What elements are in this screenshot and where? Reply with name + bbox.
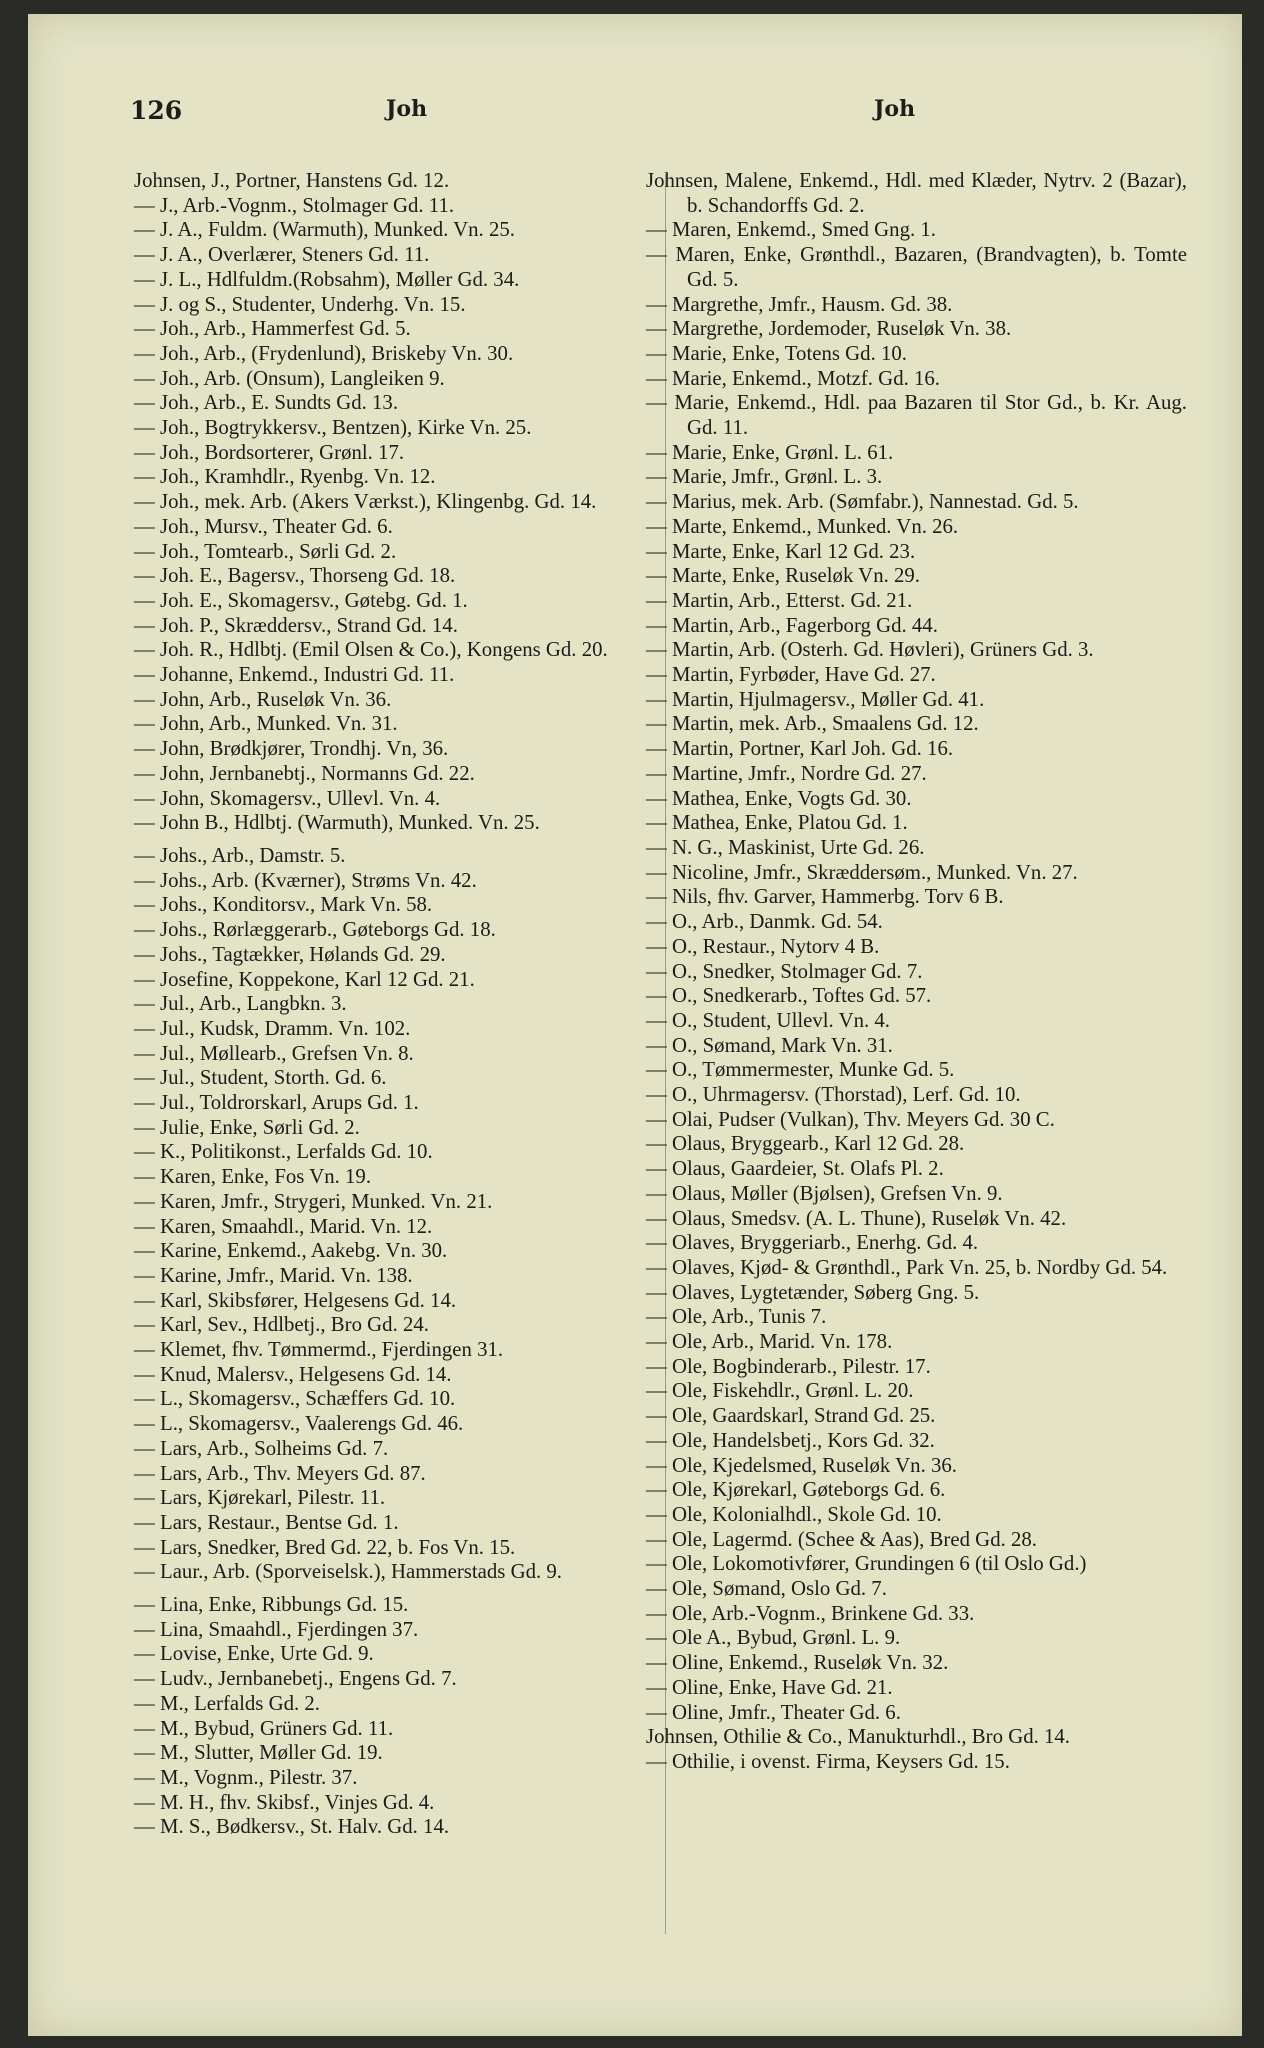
directory-entry: — Johanne, Enkemd., Industri Gd. 11. [134, 663, 455, 687]
directory-entry: — Jul., Møllearb., Grefsen Vn. 8. [134, 1041, 414, 1065]
directory-entry: — Maren, Enkemd., Smed Gng. 1. [646, 218, 936, 242]
directory-entry: — Lars, Arb., Thv. Meyers Gd. 87. [134, 1461, 426, 1485]
directory-entry: — Olaves, Kjød- & Grønthdl., Park Vn. 25, b. Nordby Gd. 54. [646, 1255, 1168, 1279]
directory-entry: — Johs., Konditorsv., Mark Vn. 58. [134, 893, 433, 917]
directory-entry: — Martin, Arb., Etterst. Gd. 21. [646, 588, 913, 612]
directory-entry: — J. A., Fuldm. (Warmuth), Munked. Vn. 25. [134, 218, 515, 242]
directory-entry: — Johs., Rørlæggerarb., Gøteborgs Gd. 18. [134, 918, 496, 942]
directory-entry: — Othilie, i ovenst. Firma, Keysers Gd. 15. [646, 1750, 1010, 1773]
directory-entry: — Martin, Portner, Karl Joh. Gd. 16. [646, 737, 954, 761]
directory-entry: — Ole, Kolonialhdl., Skole Gd. 10. [646, 1502, 942, 1526]
page-header [28, 96, 1242, 130]
directory-entry: — Julie, Enke, Sørli Gd. 2. [134, 1115, 360, 1139]
directory-entry: — Olai, Pudser (Vulkan), Thv. Meyers Gd. 30 C. [646, 1107, 1055, 1131]
directory-entry: — Ole, Fiskehdlr., Grønl. L. 20. [646, 1379, 914, 1403]
directory-entry: — J. A., Overlærer, Steners Gd. 11. [134, 243, 430, 267]
directory-entry: — Joh. R., Hdlbtj. (Emil Olsen & Co.), Kongens Gd. 20. [134, 638, 608, 662]
directory-entry: — Klemet, fhv. Tømmermd., Fjerdingen 31. [134, 1338, 504, 1362]
directory-entry: — Johs., Arb., Damstr. 5. [134, 843, 346, 867]
directory-entry: — Marte, Enke, Ruseløk Vn. 29. [646, 564, 920, 588]
directory-entry: — Marie, Enkemd., Hdl. paa Bazaren til Stor Gd., b. Kr. Aug. Gd. 11. [646, 391, 1187, 440]
directory-entry: — Ole, Kjedelsmed, Ruseløk Vn. 36. [646, 1453, 957, 1477]
directory-entry: — Joh., Arb., E. Sundts Gd. 13. [134, 391, 399, 415]
directory-entry: — Martin, mek. Arb., Smaalens Gd. 12. [646, 712, 979, 736]
directory-entry: — Josefine, Koppekone, Karl 12 Gd. 21. [134, 967, 475, 991]
directory-entry: — M. S., Bødkersv., St. Halv. Gd. 14. [134, 1815, 450, 1839]
directory-entry: — Joh., Mursv., Theater Gd. 6. [134, 514, 393, 538]
directory-entry: — Johs., Tagtækker, Hølands Gd. 29. [134, 942, 446, 966]
directory-entry: — Jul., Toldrorskarl, Arups Gd. 1. [134, 1091, 419, 1115]
directory-entry: — Martin, Arb., Fagerborg Gd. 44. [646, 613, 938, 637]
directory-entry: — Ole, Gaardskarl, Strand Gd. 25. [646, 1404, 936, 1428]
directory-entry: — Ole, Arb., Tunis 7. [646, 1305, 827, 1329]
directory-entry: — Joh. E., Skomagersv., Gøtebg. Gd. 1. [134, 588, 468, 612]
directory-entry: — Karen, Jmfr., Strygeri, Munked. Vn. 21. [134, 1189, 493, 1213]
directory-entry: — J., Arb.-Vognm., Stolmager Gd. 11. [134, 193, 455, 217]
directory-entry: — Joh., Bogtrykkersv., Bentzen), Kirke Vn. 25. [134, 416, 532, 440]
directory-entry: — M., Slutter, Møller Gd. 19. [134, 1741, 383, 1765]
directory-entry: — Ole A., Bybud, Grønl. L. 9. [646, 1626, 901, 1650]
directory-entry: — Marie, Jmfr., Grønl. L. 3. [646, 465, 883, 489]
running-head-left: Joh [386, 96, 428, 122]
directory-entry: Johnsen, Malene, Enkemd., Hdl. med Klæder, Nytrv. 2 (Bazar), b. Schandorffs Gd. 2. [646, 169, 1187, 217]
directory-entry: — John, Arb., Ruseløk Vn. 36. [134, 687, 392, 711]
directory-entry: — Karen, Enke, Fos Vn. 19. [134, 1165, 372, 1189]
directory-entry: — Oline, Enkemd., Ruseløk Vn. 32. [646, 1651, 949, 1675]
directory-entry: — John, Jernbanebtj., Normanns Gd. 22. [134, 761, 475, 785]
directory-entry: — O., Student, Ullevl. Vn. 4. [646, 1008, 890, 1032]
directory-entry: — Ole, Sømand, Oslo Gd. 7. [646, 1577, 887, 1601]
directory-entry: — M., Vognm., Pilestr. 37. [134, 1766, 358, 1789]
directory-entry: — Mathea, Enke, Vogts Gd. 30. [646, 786, 912, 810]
directory-entry: — O., Snedker, Stolmager Gd. 7. [646, 959, 923, 983]
directory-entry: — Martine, Jmfr., Nordre Gd. 27. [646, 761, 927, 785]
directory-entry: — Ole, Kjørekarl, Gøteborgs Gd. 6. [646, 1478, 946, 1502]
directory-entry: — Marius, mek. Arb. (Sømfabr.), Nannestad. Gd. 5. [646, 490, 1079, 514]
directory-entry: — Mathea, Enke, Platou Gd. 1. [646, 811, 908, 835]
directory-entry: — Joh., Tomtearb., Sørli Gd. 2. [134, 539, 397, 563]
directory-entry: — Lina, Enke, Ribbungs Gd. 15. [134, 1593, 409, 1617]
directory-entry: — K., Politikonst., Lerfalds Gd. 10. [134, 1140, 433, 1164]
directory-entry: — Joh. E., Bagersv., Thorseng Gd. 18. [134, 564, 456, 588]
directory-entry: — Lars, Arb., Solheims Gd. 7. [134, 1436, 389, 1460]
directory-entry: — Johs., Arb. (Kværner), Strøms Vn. 42. [134, 868, 477, 892]
directory-entry: — Margrethe, Jordemoder, Ruseløk Vn. 38. [646, 317, 1012, 341]
directory-entry: — Lars, Restaur., Bentse Gd. 1. [134, 1510, 399, 1534]
directory-entry: — John, Arb., Munked. Vn. 31. [134, 712, 398, 736]
directory-entry: — Martin, Arb. (Osterh. Gd. Høvleri), Grüners Gd. 3. [646, 638, 1094, 662]
right-column [646, 169, 1187, 1775]
directory-entry: — Marie, Enke, Grønl. L. 61. [646, 440, 894, 464]
directory-entry: — Jul., Arb., Langbkn. 3. [134, 992, 347, 1016]
directory-entry: — John, Brødkjører, Trondhj. Vn, 36. [134, 737, 449, 761]
directory-entry: — Ole, Arb.-Vognm., Brinkene Gd. 33. [646, 1601, 975, 1625]
directory-entry: — O., Sømand, Mark Vn. 31. [646, 1033, 893, 1057]
directory-entry: — Ole, Lagermd. (Schee & Aas), Bred Gd. 28. [646, 1527, 1037, 1551]
directory-entry: — O., Uhrmagersv. (Thorstad), Lerf. Gd. 10. [646, 1083, 1021, 1107]
directory-entry: — Karine, Enkemd., Aakebg. Vn. 30. [134, 1239, 448, 1263]
directory-entry: — O., Tømmermester, Munke Gd. 5. [646, 1058, 955, 1082]
directory-entry: — Joh., Arb., (Frydenlund), Briskeby Vn. 30. [134, 341, 514, 365]
directory-entry: — Karl, Skibsfører, Helgesens Gd. 14. [134, 1288, 457, 1312]
directory-entry: — M., Lerfalds Gd. 2. [134, 1691, 320, 1715]
directory-entry: — M. H., fhv. Skibsf., Vinjes Gd. 4. [134, 1790, 435, 1814]
directory-entry: — O., Snedkerarb., Toftes Gd. 57. [646, 984, 932, 1008]
directory-entry: — M., Bybud, Grüners Gd. 11. [134, 1716, 394, 1740]
directory-entry: — Maren, Enke, Grønthdl., Bazaren, (Brandvagten), b. Tomte Gd. 5. [646, 243, 1187, 291]
directory-entry: — Lovise, Enke, Urte Gd. 9. [134, 1642, 374, 1666]
directory-entry: — Olaus, Møller (Bjølsen), Grefsen Vn. 9. [646, 1181, 1003, 1205]
directory-entry: — Jul., Kudsk, Dramm. Vn. 102. [134, 1016, 411, 1040]
directory-entry: — Ole, Arb., Marid. Vn. 178. [646, 1330, 893, 1354]
directory-entry: — J. L., Hdlfuldm.(Robsahm), Møller Gd. 34. [134, 267, 520, 291]
directory-entry: — Joh., Bordsorterer, Grønl. 17. [134, 440, 405, 464]
directory-entry: Johnsen, J., Portner, Hanstens Gd. 12. [134, 169, 450, 192]
directory-entry: — Ludv., Jernbanebetj., Engens Gd. 7. [134, 1667, 457, 1691]
directory-entry: — Marie, Enkemd., Motzf. Gd. 16. [646, 366, 940, 390]
directory-entry: — Olaus, Gaardeier, St. Olafs Pl. 2. [646, 1157, 944, 1181]
directory-entry: — Nils, fhv. Garver, Hammerbg. Torv 6 B. [646, 885, 1004, 909]
directory-entry: — Oline, Jmfr., Theater Gd. 6. [646, 1700, 901, 1724]
directory-entry: — Karl, Sev., Hdlbetj., Bro Gd. 24. [134, 1313, 429, 1337]
page-number: 126 [130, 96, 183, 125]
left-column [134, 169, 659, 1840]
directory-entry: — O., Restaur., Nytorv 4 B. [646, 934, 880, 958]
directory-entry: — Marie, Enke, Totens Gd. 10. [646, 341, 907, 365]
directory-entry: — L., Skomagersv., Schæffers Gd. 10. [134, 1387, 456, 1411]
directory-entry: — Ole, Handelsbetj., Kors Gd. 32. [646, 1428, 935, 1452]
directory-entry: — Nicoline, Jmfr., Skræddersøm., Munked. Vn. 27. [646, 860, 1078, 884]
directory-entry: Johnsen, Othilie & Co., Manukturhdl., Bro Gd. 14. [646, 1725, 1071, 1749]
directory-entry: — N. G., Maskinist, Urte Gd. 26. [646, 835, 925, 859]
directory-entry: — Martin, Fyrbøder, Have Gd. 27. [646, 663, 936, 687]
directory-entry: — Joh., Arb., Hammerfest Gd. 5. [134, 317, 411, 341]
directory-entry: — J. og S., Studenter, Underhg. Vn. 15. [134, 292, 466, 316]
directory-entry: — Martin, Hjulmagersv., Møller Gd. 41. [646, 687, 985, 711]
directory-entry: — Lars, Kjørekarl, Pilestr. 11. [134, 1486, 386, 1510]
directory-entry: — Karen, Smaahdl., Marid. Vn. 12. [134, 1214, 433, 1238]
directory-entry: — Margrethe, Jmfr., Hausm. Gd. 38. [646, 292, 953, 316]
running-head-right: Joh [874, 96, 916, 122]
directory-page [28, 14, 1242, 2036]
directory-entry: — Marte, Enkemd., Munked. Vn. 26. [646, 514, 959, 538]
directory-entry: — Joh., mek. Arb. (Akers Værkst.), Klingenbg. Gd. 14. [134, 490, 597, 514]
directory-entry: — Oline, Enke, Have Gd. 21. [646, 1675, 893, 1699]
directory-entry: — Joh., Kramhdlr., Ryenbg. Vn. 12. [134, 465, 436, 489]
directory-entry: — O., Arb., Danmk. Gd. 54. [646, 910, 883, 934]
directory-entry: — John, Skomagersv., Ullevl. Vn. 4. [134, 786, 441, 810]
directory-entry: — Marte, Enke, Karl 12 Gd. 23. [646, 539, 916, 563]
directory-entry: — Karine, Jmfr., Marid. Vn. 138. [134, 1263, 413, 1287]
directory-entry: — Joh., Arb. (Onsum), Langleiken 9. [134, 366, 445, 390]
directory-entry: — Olaves, Lygtetænder, Søberg Gng. 5. [646, 1280, 980, 1304]
directory-entry: — Ole, Bogbinderarb., Pilestr. 17. [646, 1354, 931, 1378]
directory-entry: — Laur., Arb. (Sporveiselsk.), Hammerstads Gd. 9. [134, 1560, 563, 1584]
directory-entry: — Jul., Student, Storth. Gd. 6. [134, 1066, 387, 1090]
directory-entry: — Olaves, Bryggeriarb., Enerhg. Gd. 4. [646, 1231, 979, 1255]
directory-entry: — Knud, Malersv., Helgesens Gd. 14. [134, 1362, 452, 1386]
directory-entry: — John B., Hdlbtj. (Warmuth), Munked. Vn. 25. [134, 811, 540, 835]
directory-entry: — Olaus, Smedsv. (A. L. Thune), Ruseløk Vn. 42. [646, 1206, 1067, 1230]
directory-entry: — Lars, Snedker, Bred Gd. 22, b. Fos Vn. 15. [134, 1535, 516, 1559]
directory-entry: — Ole, Lokomotivfører, Grundingen 6 (til Oslo Gd.) [646, 1552, 1087, 1576]
directory-entry: — Joh. P., Skræddersv., Strand Gd. 14. [134, 613, 458, 637]
directory-entry: — Lina, Smaahdl., Fjerdingen 37. [134, 1617, 419, 1641]
directory-entry: — Olaus, Bryggearb., Karl 12 Gd. 28. [646, 1132, 965, 1156]
directory-entry: — L., Skomagersv., Vaalerengs Gd. 46. [134, 1412, 464, 1436]
